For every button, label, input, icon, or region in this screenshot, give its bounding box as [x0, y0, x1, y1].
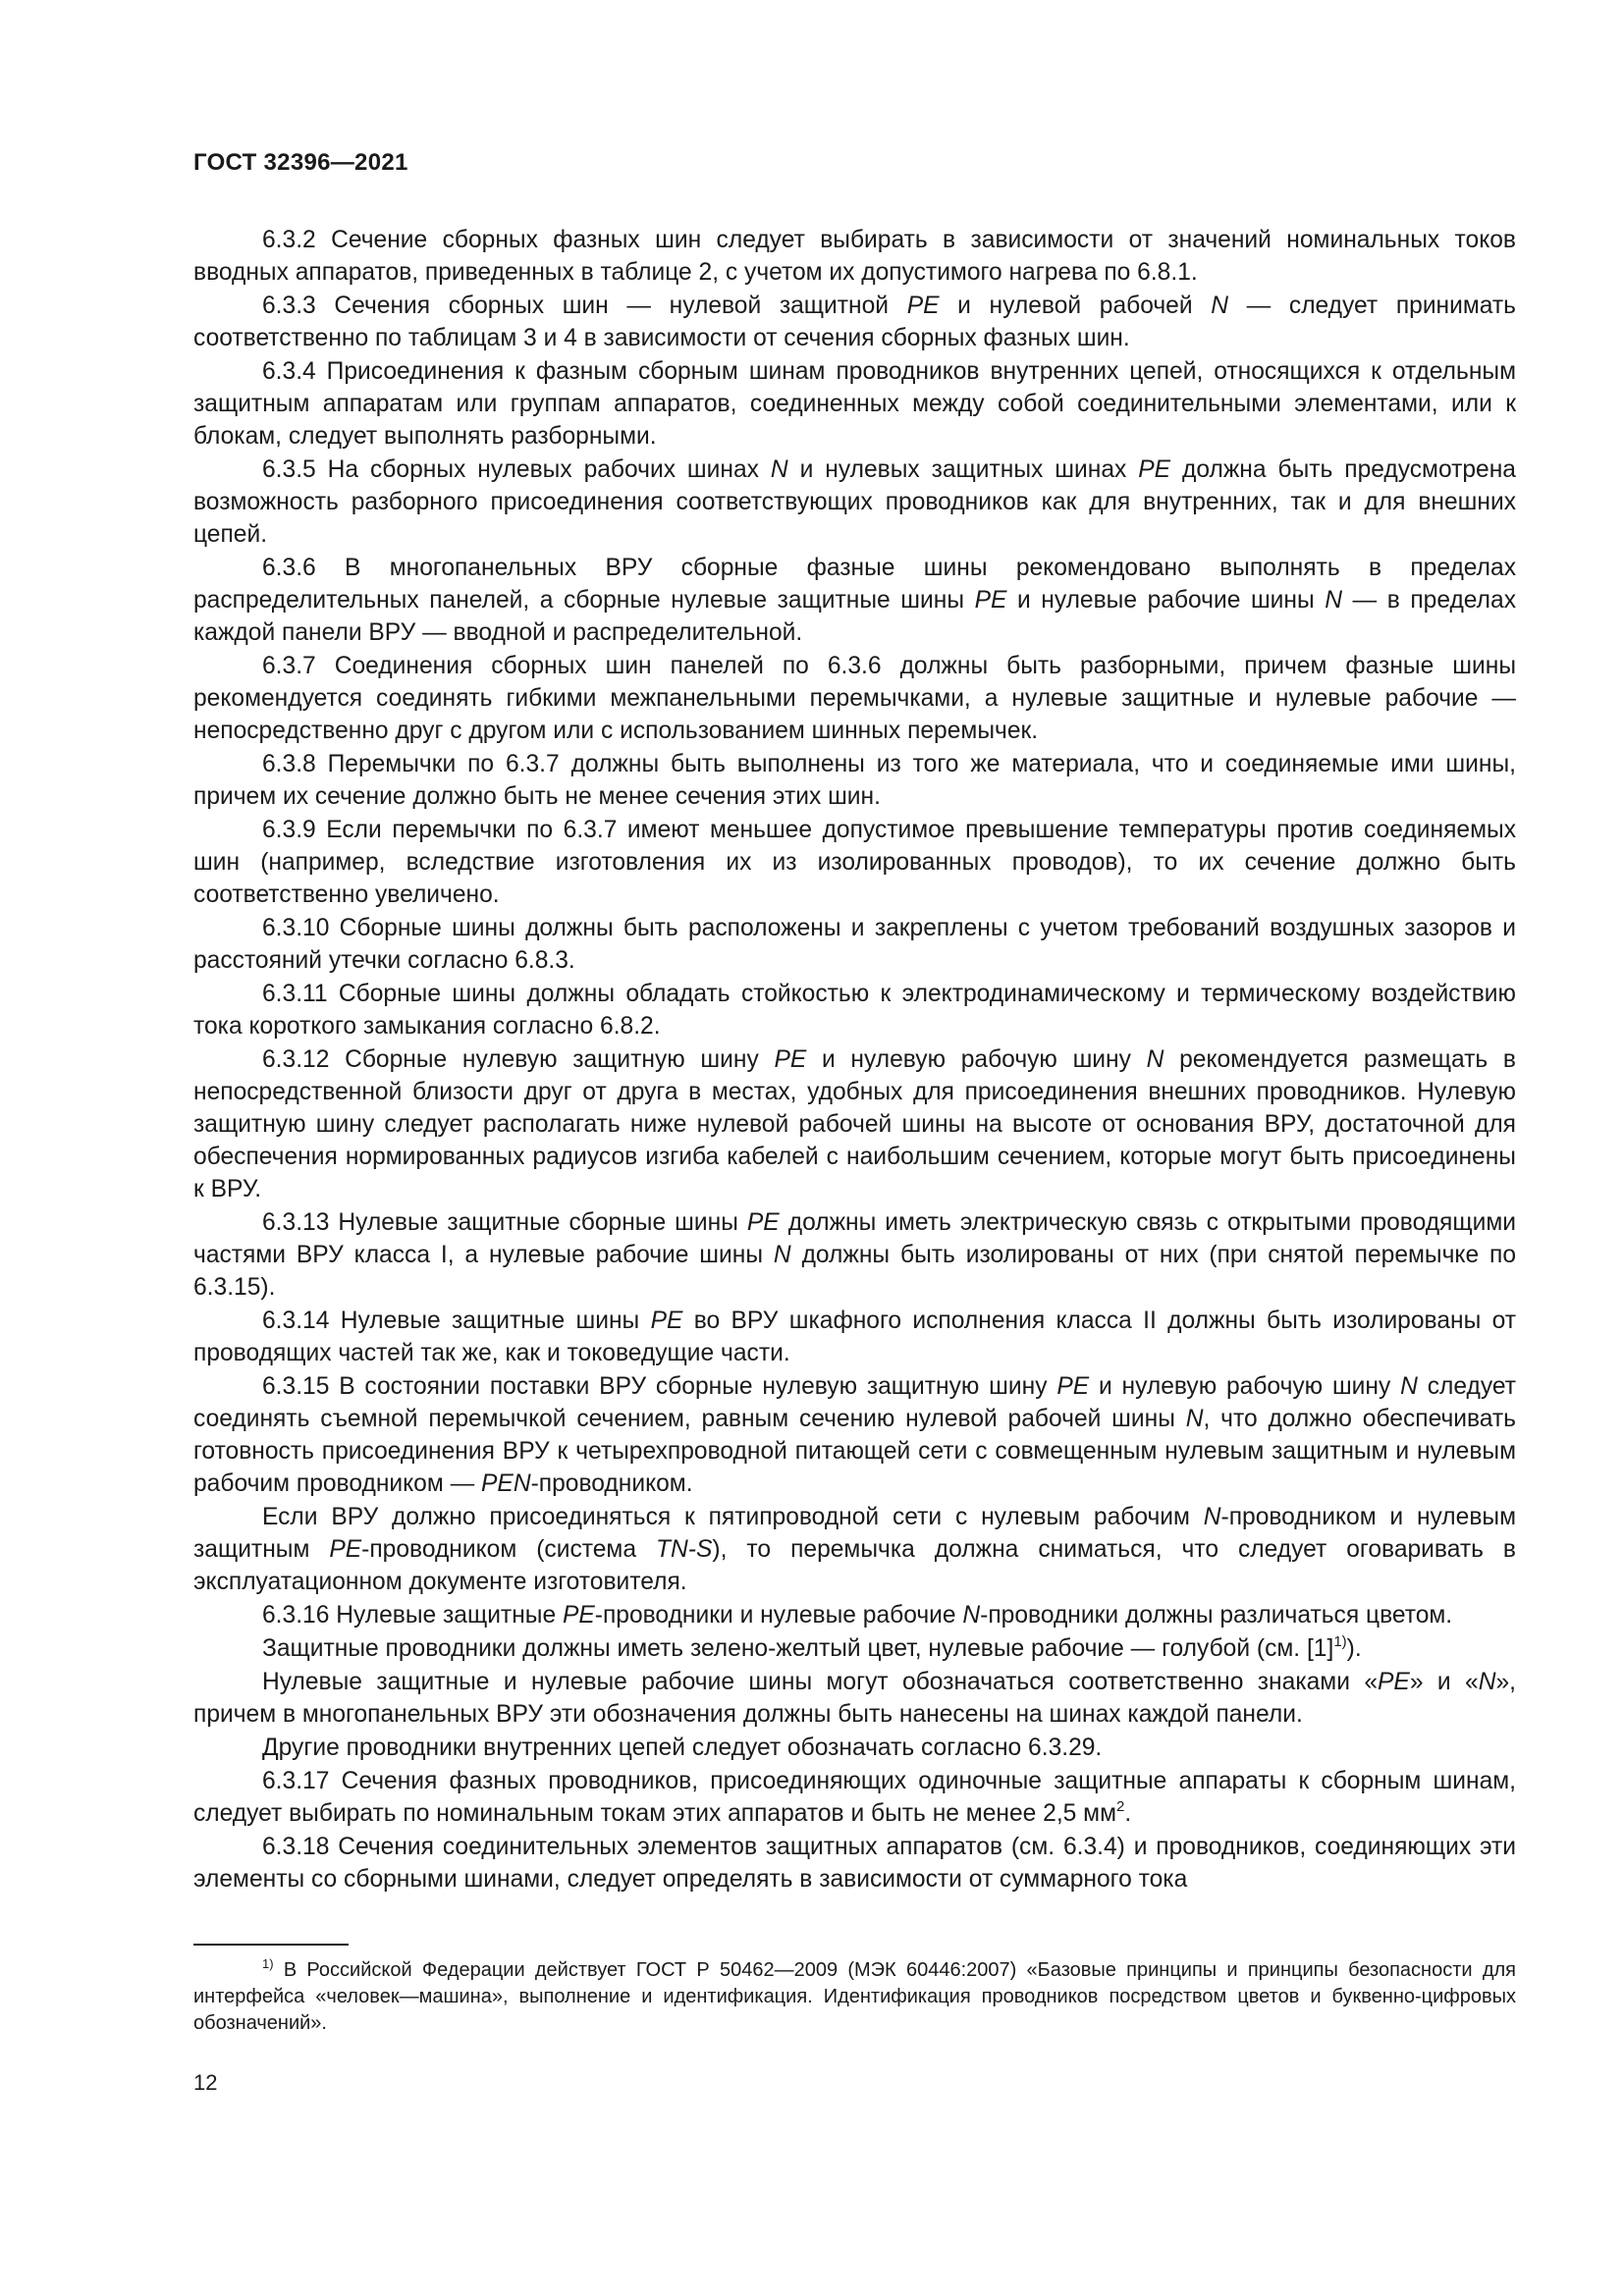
paragraph-6-3-3: 6.3.3 Сечения сборных шин — нулевой защитной PE и нулевой рабочей N — следует принимать соответственно по таблицам 3 и 4 в зависимости от сечения сборных фазных шин. — [193, 293, 1516, 351]
paragraph-6-3-16-markings: Нулевые защитные и нулевые рабочие шины могут обозначаться соответственно знаками «PE» и «N», причем в многопанельных ВРУ эти обозначения должны быть нанесены на шинах каждой панели. — [193, 1669, 1516, 1728]
paragraph-6-3-16: 6.3.16 Нулевые защитные PE-проводники и нулевые рабочие N-проводники должны различаться цветом. — [262, 1602, 1453, 1629]
footnote — [193, 1957, 1516, 2037]
paragraph-6-3-18: 6.3.18 Сечения соединительных элементов защитных аппаратов (см. 6.3.4) и проводников, соединяющих эти элементы со сборными шинами, следует определять в зависимости от суммарного тока — [193, 1834, 1516, 1893]
paragraph-6-3-4: 6.3.4 Присоединения к фазным сборным шинам проводников внутренних цепей, относящихся к отдельным защитным аппаратам или группам аппаратов, соединенных между собой соединительными элементами, или к блокам, следует выполнять разборными. — [193, 358, 1516, 450]
paragraph-6-3-9: 6.3.9 Если перемычки по 6.3.7 имеют меньшее допустимое превышение температуры против соединяемых шин (например, вследствие изготовления их из изолированных проводов), то их сечение должно быть соответственно увеличено. — [193, 817, 1516, 908]
paragraph-6-3-7: 6.3.7 Соединения сборных шин панелей по 6.3.6 должны быть разборными, причем фазные шины рекомендуется соединять гибкими межпанельными перемычками, а нулевые защитные и нулевые рабочие — непосредственно друг с другом или с использованием шинных перемычек. — [193, 653, 1516, 744]
paragraph-6-3-12: 6.3.12 Сборные нулевую защитную шину PE и нулевую рабочую шину N рекомендуется размещать в непосредственной близости друг от друга в местах, удобных для присоединения внешних проводников. Нулевую защитную шину следует располагать ниже нулевой рабочей шины на высоте от основания ВРУ, достаточной для обеспечения нормированных радиусов изгиба кабелей с наибольшим сечением, которые могут быть присоединены к ВРУ. — [193, 1046, 1516, 1202]
paragraph-6-3-6: 6.3.6 В многопанельных ВРУ сборные фазные шины рекомендовано выполнять в пределах распределительных панелей, а сборные нулевые защитные шины PE и нулевые рабочие шины N — в пределах каждой панели ВРУ — вводной и распределительной. — [193, 555, 1516, 646]
paragraph-6-3-16-other: Другие проводники внутренних цепей следует обозначать согласно 6.3.29. — [262, 1735, 1103, 1761]
paragraph-6-3-13: 6.3.13 Нулевые защитные сборные шины PE должны иметь электрическую связь с открытыми проводящими частями ВРУ класса I, а нулевые рабочие шины N должны быть изолированы от них (при снятой перемычке по 6.3.15). — [193, 1209, 1516, 1301]
paragraph-6-3-10: 6.3.10 Сборные шины должны быть расположены и закреплены с учетом требований воздушных зазоров и расстояний утечки согласно 6.8.3. — [193, 915, 1516, 974]
paragraph-6-3-15: 6.3.15 В состоянии поставки ВРУ сборные нулевую защитную шину PE и нулевую рабочую шину N следует соединять съемной перемычкой сечением, равным сечению нулевой рабочей шины N, что должно обеспечивать готовность присоединения ВРУ к четырехпроводной питающей сети с совмещенным нулевым защитным и нулевым рабочим проводником — PEN-проводником. — [193, 1373, 1516, 1497]
paragraph-6-3-14: 6.3.14 Нулевые защитные шины PE во ВРУ шкафного исполнения класса II должны быть изолированы от проводящих частей так же, как и токоведущие части. — [193, 1308, 1517, 1366]
footnote-text — [193, 1957, 1516, 2037]
paragraph-6-3-16-colors: Защитные проводники должны иметь зелено-желтый цвет, нулевые рабочие — голубой (см. [1]$^{1)}$). — [262, 1633, 1362, 1662]
paragraph-6-3-8: 6.3.8 Перемычки по 6.3.7 должны быть выполнены из того же материала, что и соединяемые ими шины, причем их сечение должно быть не менее сечения этих шин. — [193, 751, 1516, 810]
paragraph-6-3-5: 6.3.5 На сборных нулевых рабочих шинах N и нулевых защитных шинах PE должна быть предусмотрена возможность разборного присоединения соответствующих проводников как для внутренних, так и для внешних цепей. — [193, 456, 1516, 548]
paragraph-6-3-2: 6.3.2 Сечение сборных фазных шин следует выбирать в зависимости от значений номинальных токов вводных аппаратов, приведенных в таблице 2, с учетом их допустимого нагрева по 6.8.1. — [193, 227, 1516, 286]
document-body — [193, 224, 1516, 1896]
paragraph-6-3-17: 6.3.17 Сечения фазных проводников, присоединяющих одиночные защитные аппараты к сборным шинам, следует выбирать по номинальным токам этих аппаратов и быть не менее 2,5 мм$^2$. — [193, 1768, 1516, 1827]
paragraph-6-3-15-continued: Если ВРУ должно присоединяться к пятипроводной сети с нулевым рабочим N-проводником и нулевым защитным PE-проводником (система TN-S), то перемычка должна сниматься, что следует оговаривать в эксплуатационном документе изготовителя. — [193, 1504, 1516, 1595]
footnote-separator — [193, 1944, 349, 1946]
paragraph-6-3-11: 6.3.11 Сборные шины должны обладать стойкостью к электродинамическому и термическому воздействию тока короткого замыкания согласно 6.8.2. — [193, 981, 1516, 1040]
page-number: 12 — [193, 2070, 218, 2095]
footnote-marker: 1) — [262, 1956, 274, 1971]
footnote-body: В Российской Федерации действует ГОСТ Р 50462—2009 (МЭК 60446:2007) «Базовые принципы и принципы безопасности для интерфейса «человек—машина», выполнение и идентификация. Идентификация проводников посредством цветов и буквенно-цифровых обозначений». — [193, 1959, 1516, 2034]
document-header: ГОСТ 32396—2021 — [193, 149, 408, 176]
